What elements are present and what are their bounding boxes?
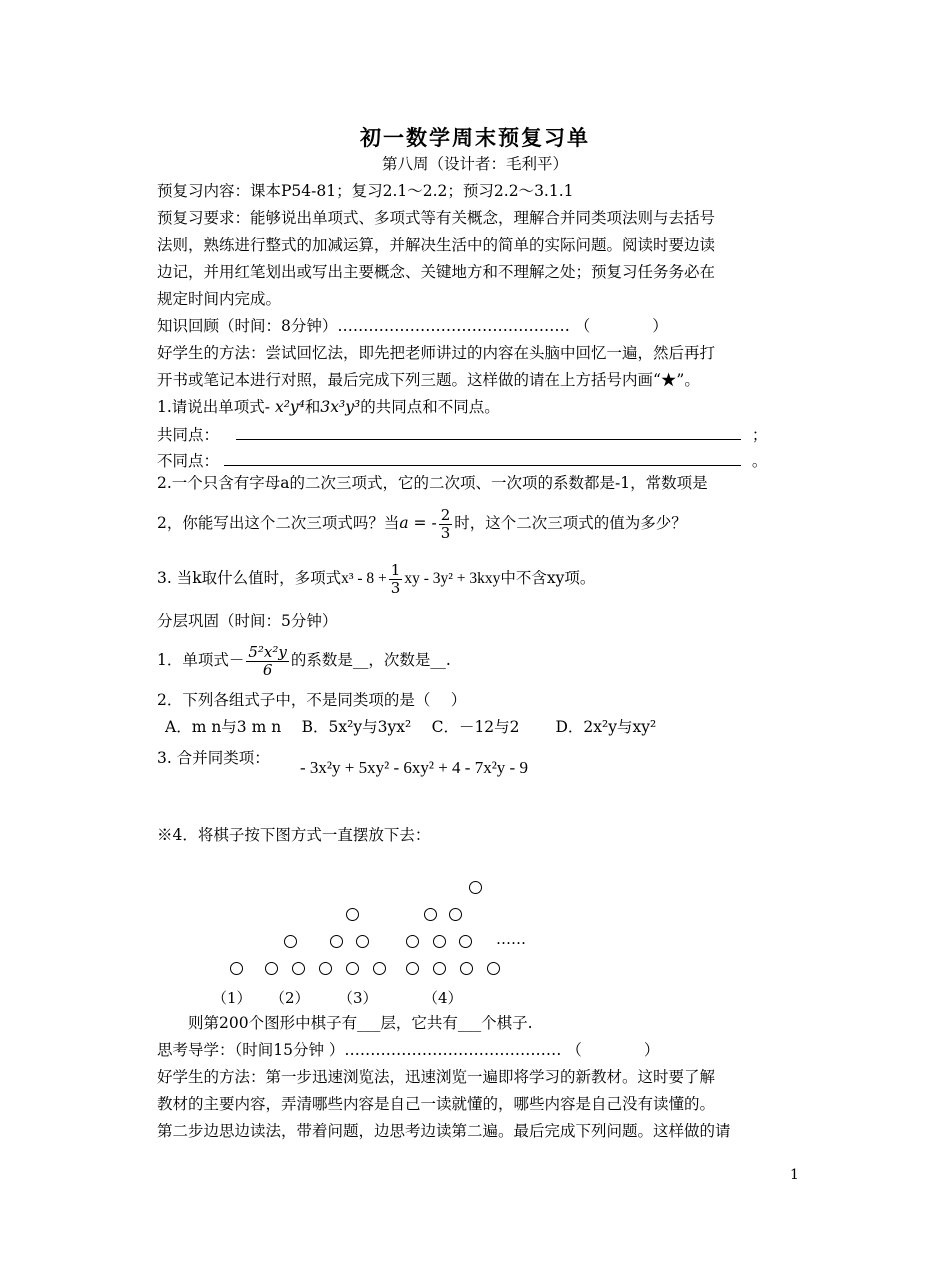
chess-piece (346, 908, 359, 921)
chess-piece (230, 962, 243, 975)
page-title: 初一数学周末预复习单 (360, 125, 590, 150)
question-3 (157, 558, 595, 599)
q2-text-b: 时，这个二次三项式的值为多少？ (454, 514, 687, 532)
q3-fraction (389, 562, 403, 597)
diff-label: 不同点： (157, 452, 220, 470)
q1-prefix: 1.请说出单项式 (157, 398, 265, 416)
section1-method-line-2: 开书或笔记本进行对照，最后完成下列三题。这样做的请在上方括号内画“★”。 (157, 371, 700, 389)
figure-label-3: （3） (338, 989, 378, 1007)
chess-piece (487, 962, 500, 975)
q3-text-a: 3. 当k取什么值时，多项式 (157, 569, 342, 587)
section2-question-2: 2．下列各组式子中，不是同类项的是（ ） (157, 691, 467, 709)
requirement-line-2: 法则，熟练进行整式的加减运算，并解决生活中的简单的实际问题。阅读时要边读 (157, 236, 716, 254)
diff-blank[interactable] (224, 451, 741, 466)
chess-piece (433, 935, 446, 948)
q1-term1: - x²y⁴ (264, 398, 305, 416)
section3-method-line-2: 教材的主要内容，弄清哪些内容是自己一读就懂的，哪些内容是自己没有读懂的。 (157, 1095, 716, 1113)
section2-question-2-options: A．m n与3 m n B．5x²y与3yx² C．－12与2 D．2x²y与xy² (165, 718, 657, 736)
page-number: 1 (790, 1167, 799, 1183)
s2q1-text-a: 1．单项式－ (157, 651, 245, 669)
section3-heading: 思考导学：（时间15分钟 ）…………………………………… （ ） (157, 1041, 660, 1059)
requirement-line-4: 规定时间内完成。 (157, 290, 282, 308)
question-1 (157, 397, 500, 417)
chess-piece (330, 935, 343, 948)
q3-poly-a: x³ - 8 + (341, 570, 387, 587)
q1-and: 和 (304, 398, 321, 416)
question-2-line-1: 2.一个只含有字母a的二次三项式，它的二次项、一次项的系数都是-1，常数项是 (157, 474, 708, 492)
section1-heading: 知识回顾（时间：8分钟）……………………………………… （ ） (157, 317, 668, 335)
chess-piece (424, 908, 437, 921)
q2-denominator: 3 (440, 523, 451, 542)
s2q1-denominator: 6 (262, 660, 273, 679)
chess-piece (356, 935, 369, 948)
chess-piece (459, 935, 472, 948)
common-answer-line (157, 425, 767, 445)
section2-question-4: ※4．将棋子按下图方式一直摆放下去： (157, 826, 431, 844)
q1-term2: 3x³y³ (320, 398, 361, 416)
q3-numerator: 1 (390, 560, 401, 579)
s2q1-fraction (246, 644, 289, 679)
common-end: ； (751, 426, 768, 444)
figure-label-4: （4） (423, 989, 463, 1007)
figure-label-1: （1） (212, 989, 252, 1007)
chess-piece (449, 908, 462, 921)
section2-heading: 分层巩固（时间：5分钟） (157, 612, 338, 630)
s2q1-numerator: 5²x²y (248, 642, 287, 661)
section2-question-3-expression: - 3x²y + 5xy² - 6xy² + 4 - 7x²y - 9 (300, 758, 528, 777)
requirement-line-3: 边记，并用红笔划出或写出主要概念、关键地方和不理解之处；预复习任务务必在 (157, 263, 716, 281)
chess-piece (284, 935, 297, 948)
s2q1-text-b: 的系数是__，次数是__. (290, 651, 451, 669)
figure-label-2: （2） (270, 989, 310, 1007)
chess-piece (406, 962, 419, 975)
section2-question-1 (157, 640, 451, 680)
chess-piece (469, 881, 482, 894)
chess-piece (373, 962, 386, 975)
difference-answer-line (157, 451, 767, 471)
chess-piece (265, 962, 278, 975)
chess-piece (319, 962, 332, 975)
page-subtitle: 第八周（设计者：毛利平） (381, 155, 568, 173)
question-4-answer: 则第200个图形中棋子有___层，它共有___个棋子. (188, 1014, 533, 1032)
section2-question-3-label: 3. 合并同类项： (157, 749, 270, 767)
q3-poly-b: xy - 3y² + 3kxy (404, 570, 501, 587)
section3-method-line-3: 第二步边思边读法，带着问题，边思考边读第二遍。最后完成下列问题。这样做的请 (157, 1122, 731, 1140)
q2-fraction (439, 507, 453, 542)
q3-denominator: 3 (390, 578, 401, 597)
section3-method-line-1: 好学生的方法：第一步迅速浏览法，迅速浏览一遍即将学习的新教材。这时要了解 (157, 1068, 716, 1086)
figure-ellipsis: …… (496, 930, 526, 948)
chess-piece (460, 962, 473, 975)
q2-var: a = - (399, 514, 437, 532)
q2-text-a: 2，你能写出这个二次三项式吗？当 (157, 514, 400, 532)
preview-content: 预复习内容：课本P54-81；复习2.1～2.2；预习2.2～3.1.1 (157, 182, 574, 200)
chess-piece (346, 962, 359, 975)
section1-method-line-1: 好学生的方法：尝试回忆法，即先把老师讲过的内容在头脑中回忆一遍，然后再打 (157, 344, 716, 362)
chess-piece (292, 962, 305, 975)
common-label: 共同点： (157, 426, 220, 444)
requirement-line-1: 预复习要求：能够说出单项式、多项式等有关概念，理解合并同类项法则与去括号 (157, 209, 716, 227)
question-2-line-2 (157, 503, 687, 543)
diff-end: 。 (751, 452, 768, 470)
chess-piece (433, 962, 446, 975)
q2-numerator: 2 (440, 505, 451, 524)
q3-text-b: 中不含xy项。 (500, 569, 596, 587)
common-blank[interactable] (236, 425, 741, 440)
chess-piece (406, 935, 419, 948)
q1-suffix: 的共同点和不同点。 (360, 398, 500, 416)
